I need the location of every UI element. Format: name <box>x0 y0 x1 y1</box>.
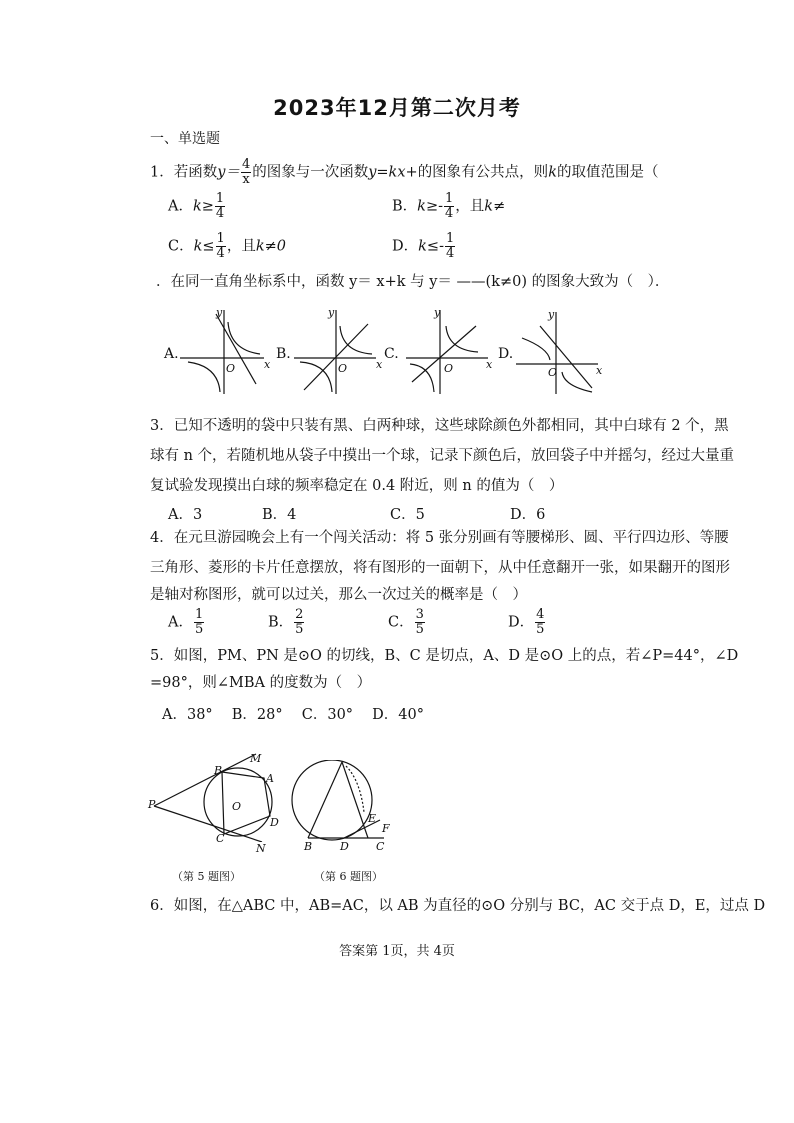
q1-option-c[interactable] <box>168 232 286 261</box>
fig6-caption: （第 6 题图） <box>314 870 383 883</box>
question-4-line-1: 4．在元旦游园晚会上有一个闯关活动：将 5 张分别画有等腰梯形、圆、平行四边形、等腰 <box>150 530 729 546</box>
fig6-label-b: B <box>304 840 313 853</box>
q2-c-y-label: y <box>434 306 441 319</box>
q1-a-k: k≥ <box>192 198 214 215</box>
q4-c-letter: C． <box>388 614 414 631</box>
q3-option-c[interactable]: C．5 <box>390 507 425 523</box>
q4-d-num: 4 <box>536 607 545 622</box>
q1-a-den: 4 <box>215 206 225 221</box>
q2-label-b[interactable]: B. <box>276 346 291 362</box>
question-4-line-3: 是轴对称图形，就可以过关，那么一次过关的概率是（ ） <box>150 587 527 603</box>
q1-d-fraction <box>445 232 455 261</box>
fig5-label-c: C <box>216 832 225 845</box>
q1-b-letter: B． <box>392 198 418 215</box>
q4-option-b[interactable] <box>268 608 305 637</box>
fig5-label-m: M <box>250 752 262 765</box>
q2-a-origin: O <box>226 362 236 375</box>
question-2-stem: ．在同一直角坐标系中，函数 y＝ x+k 与 y＝ ——(k≠0) 的图象大致为（ ）． <box>156 274 670 290</box>
q4-b-num: 2 <box>295 607 304 622</box>
fig5-tangent-pn <box>154 806 262 842</box>
question-6-stem: 6．如图，在△ABC 中，AB=AC，以 AB 为直径的⊙O 分别与 BC，AC 交于点 D，E，过点 D <box>150 898 766 914</box>
q2-graph-b[interactable] <box>294 310 376 394</box>
q1-stem-num: 4 <box>241 157 251 172</box>
q1-c-k: k≤ <box>193 238 215 255</box>
section-heading: 一、单选题 <box>150 131 220 147</box>
q1-stem-e: 的取值范围是（ <box>556 164 659 181</box>
q1-stem-a: 1．若函数 <box>150 164 218 181</box>
q4-a-den: 5 <box>194 622 204 637</box>
q1-d-num: 1 <box>445 231 455 246</box>
q1-c-post-k: k≠0 <box>255 238 286 255</box>
q2-d-hyperbola-left <box>522 338 550 360</box>
q1-stem-c: y=kx+ <box>368 164 418 181</box>
q4-d-fraction <box>535 608 545 637</box>
q1-b-den: 4 <box>445 206 454 221</box>
fig5-label-a: A <box>266 772 274 785</box>
q4-d-letter: D． <box>508 614 535 631</box>
q3-option-b[interactable]: B．4 <box>262 507 297 523</box>
q1-stem-den: x <box>242 172 250 187</box>
q1-b-k: k≥- <box>417 198 443 215</box>
page-title: 2023年12月第二次月考 <box>273 96 521 120</box>
q4-b-den: 5 <box>295 622 304 637</box>
fig6-side-ac <box>342 762 368 838</box>
fig5-label-o: O <box>232 800 242 813</box>
q4-option-c[interactable] <box>388 608 426 637</box>
fig5-tangent-pm <box>154 754 256 806</box>
q2-c-origin: O <box>444 362 454 375</box>
q1-b-fraction <box>444 192 454 221</box>
q4-c-fraction <box>415 608 425 637</box>
q4-option-a[interactable] <box>168 608 205 637</box>
q1-d-letter: D． <box>392 238 419 255</box>
q4-c-num: 3 <box>415 607 424 622</box>
q2-a-line <box>216 314 256 384</box>
question-3-line-1: 3．已知不透明的袋中只装有黑、白两种球，这些球除颜色外都相同，其中白球有 2 个，黑 <box>150 418 729 434</box>
q4-c-den: 5 <box>415 622 424 637</box>
question-4-line-2: 三角形、菱形的卡片任意摆放，将有图形的一面朝下，从中任意翻开一张，如果翻开的图形 <box>150 560 730 576</box>
q1-b-num: 1 <box>445 191 454 206</box>
q1-b-post: ，且 <box>455 198 485 215</box>
q1-a-letter: A． <box>168 198 193 215</box>
q1-stem-fraction <box>241 158 251 187</box>
q4-option-d[interactable] <box>508 608 546 637</box>
q2-graph-a[interactable] <box>180 310 264 394</box>
fig5-label-p: P <box>148 798 156 811</box>
q2-b-hyperbola-upper <box>340 326 372 354</box>
q4-b-letter: B． <box>268 614 294 631</box>
q1-option-a[interactable] <box>168 192 226 221</box>
q2-d-origin: O <box>548 366 558 379</box>
q2-d-y-label: y <box>548 308 555 321</box>
q2-graph-d[interactable] <box>516 312 598 394</box>
q3-option-d[interactable]: D．6 <box>510 507 546 523</box>
fig6-label-e: E <box>368 812 377 825</box>
q1-option-d[interactable] <box>392 232 456 261</box>
fig6-side-ab <box>308 762 342 838</box>
q1-c-den: 4 <box>216 246 225 261</box>
q4-b-fraction <box>294 608 304 637</box>
question-1-stem <box>150 158 658 187</box>
q5-options[interactable]: A．38° B．28° C．30° D．40° <box>162 707 424 723</box>
question-5-line-1: 5．如图，PM、PN 是⊙O 的切线，B、C 是切点，A、D 是⊙O 上的点，若∠P=44°，∠D <box>150 648 739 664</box>
q2-d-x-label: x <box>596 364 603 377</box>
page-footer: 答案第 1页，共 4页 <box>339 944 455 959</box>
q2-label-d[interactable]: D. <box>498 346 514 362</box>
q1-c-letter: C． <box>168 238 194 255</box>
q2-graph-c[interactable] <box>406 310 488 394</box>
q2-c-x-label: x <box>486 358 493 371</box>
q2-a-y-label: y <box>216 306 223 319</box>
q2-a-hyperbola-upper <box>228 322 260 354</box>
q1-stem-b: 的图象与一次函数 <box>252 164 369 181</box>
fig6-circle <box>292 760 372 840</box>
q1-c-num: 1 <box>216 231 225 246</box>
fig6-label-d: D <box>340 840 349 853</box>
q1-a-fraction <box>215 192 225 221</box>
q2-label-a[interactable]: A. <box>164 346 179 362</box>
q1-d-k: k≤- <box>418 238 444 255</box>
q4-a-fraction <box>194 608 204 637</box>
fig6-label-c: C <box>376 840 385 853</box>
fig5-caption: （第 5 题图） <box>172 870 241 883</box>
question-5-line-2: =98°，则∠MBA 的度数为（ ） <box>150 675 372 691</box>
q2-a-hyperbola-lower <box>188 362 220 392</box>
fig5-label-n: N <box>256 842 266 855</box>
q1-option-b[interactable] <box>392 192 505 221</box>
q1-c-fraction <box>216 232 226 261</box>
q1-d-den: 4 <box>445 246 455 261</box>
fig6-label-f: F <box>382 822 390 835</box>
q2-b-y-label: y <box>328 306 335 319</box>
q1-stem-y: y＝ <box>217 164 240 181</box>
q2-label-c[interactable]: C. <box>384 346 399 362</box>
q2-graph-row <box>160 302 603 398</box>
q3-option-a[interactable]: A．3 <box>168 507 203 523</box>
q1-c-post: ，且 <box>226 238 256 255</box>
q2-b-x-label: x <box>376 358 383 371</box>
question-3-line-2: 球有 n 个，若随机地从袋子中摸出一个球，记录下颜色后，放回袋子中并摇匀，经过大量重 <box>150 448 735 464</box>
q1-stem-k: k <box>548 164 557 181</box>
q1-stem-d: 的图象有公共点，则 <box>417 164 549 181</box>
q1-b-post-k: k≠ <box>484 198 506 215</box>
question-3-line-3: 复试验发现摸出白球的频率稳定在 0.4 附近，则 n 的值为（ ） <box>150 478 564 494</box>
fig5-label-b: B <box>214 764 223 777</box>
figure-6 <box>284 760 394 850</box>
q4-d-den: 5 <box>536 622 545 637</box>
q1-a-num: 1 <box>215 191 225 206</box>
q2-b-origin: O <box>338 362 348 375</box>
q4-a-num: 1 <box>194 607 204 622</box>
fig5-label-d: D <box>270 816 279 829</box>
q2-a-x-label: x <box>264 358 271 371</box>
q4-a-letter: A． <box>168 614 193 631</box>
q2-c-hyperbola-lower <box>410 364 434 392</box>
